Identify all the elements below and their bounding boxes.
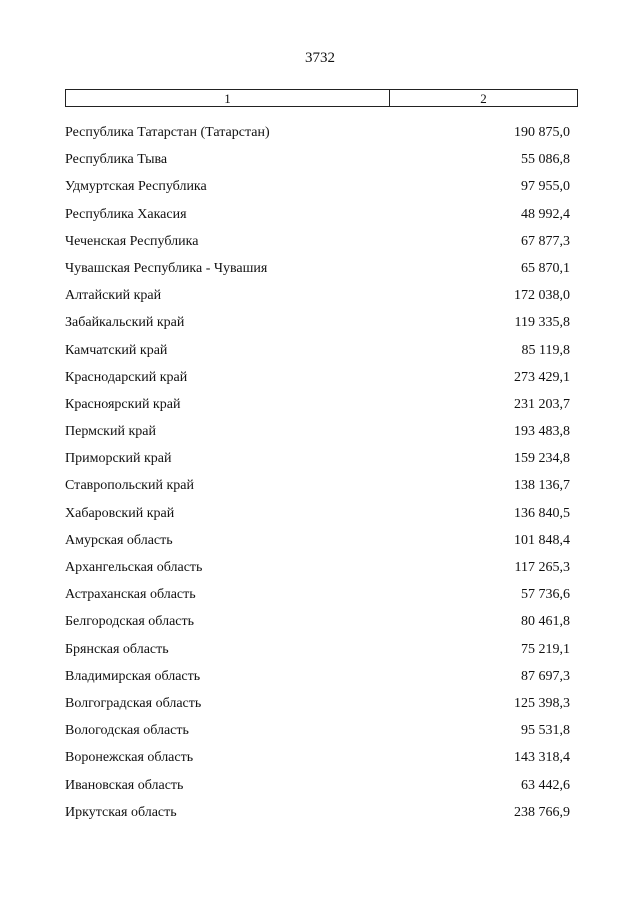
region-value: 273 429,1 (514, 369, 570, 385)
table-row (0, 665, 640, 692)
region-value: 231 203,7 (514, 396, 570, 412)
region-value: 143 318,4 (514, 750, 570, 766)
region-value: 67 877,3 (521, 233, 570, 249)
page-number: 3732 (305, 50, 335, 66)
region-name: Астраханская область (65, 587, 196, 603)
table-row (0, 257, 640, 284)
region-name: Волгоградская область (65, 695, 202, 711)
region-value: 138 136,7 (514, 478, 570, 494)
table-row (0, 774, 640, 801)
table-row (0, 556, 640, 583)
table-row (0, 719, 640, 746)
region-value: 85 119,8 (521, 342, 570, 358)
region-value: 57 736,6 (521, 587, 570, 603)
region-name: Забайкальский край (65, 315, 185, 331)
region-name: Вологодская область (65, 723, 189, 739)
region-value: 87 697,3 (521, 668, 570, 684)
table-row (0, 311, 640, 338)
region-value: 97 955,0 (521, 179, 570, 195)
table-row (0, 583, 640, 610)
table-row (0, 502, 640, 529)
region-value: 48 992,4 (521, 206, 570, 222)
table-row (0, 230, 640, 257)
region-value: 101 848,4 (514, 532, 570, 548)
region-name: Красноярский край (65, 396, 181, 412)
table-body (0, 121, 640, 828)
region-name: Хабаровский край (65, 505, 175, 521)
region-value: 55 086,8 (521, 152, 570, 168)
region-name: Архангельская область (65, 560, 203, 575)
table-row (0, 366, 640, 393)
table-row (0, 148, 640, 175)
region-name: Ставропольский край (65, 478, 194, 494)
region-name: Владимирская область (65, 668, 201, 684)
region-value: 75 219,1 (521, 641, 570, 657)
table-row (0, 610, 640, 637)
table-row (0, 474, 640, 501)
region-name: Чувашская Республика - Чувашия (65, 260, 268, 276)
region-name: Приморский край (65, 451, 172, 467)
region-value: 190 875,0 (514, 125, 570, 140)
table-row (0, 393, 640, 420)
table-row (0, 203, 640, 230)
column-header-1: 1 (66, 90, 390, 106)
table-row (0, 529, 640, 556)
region-name: Чеченская Республика (65, 233, 199, 249)
table-row (0, 801, 640, 828)
region-value: 136 840,5 (514, 505, 570, 521)
region-name: Белгородская область (65, 614, 195, 630)
region-name: Воронежская область (65, 750, 194, 766)
table-row (0, 638, 640, 665)
region-value: 65 870,1 (521, 260, 570, 276)
region-name: Пермский край (65, 424, 156, 440)
table-row (0, 339, 640, 366)
table-row (0, 447, 640, 474)
region-name: Республика Тыва (65, 152, 168, 168)
region-name: Республика Татарстан (Татарстан) (65, 125, 270, 140)
table-row (0, 746, 640, 773)
table-row (0, 175, 640, 202)
region-name: Брянская область (65, 641, 169, 657)
region-name: Камчатский край (65, 342, 168, 358)
table-row (0, 121, 640, 148)
region-name: Ивановская область (65, 777, 184, 793)
region-name: Алтайский край (65, 288, 162, 304)
region-value: 125 398,3 (514, 695, 570, 711)
table-row (0, 692, 640, 719)
region-value: 119 335,8 (514, 315, 570, 331)
region-value: 159 234,8 (514, 451, 570, 467)
region-value: 95 531,8 (521, 723, 570, 739)
column-header-2: 2 (480, 90, 487, 106)
table-row (0, 284, 640, 311)
region-name: Краснодарский край (65, 369, 188, 385)
region-value: 117 265,3 (514, 560, 570, 575)
region-value: 238 766,9 (514, 804, 570, 820)
region-name: Амурская область (65, 532, 173, 548)
region-name: Удмуртская Республика (65, 179, 207, 195)
region-value: 193 483,8 (514, 424, 570, 440)
region-value: 63 442,6 (521, 777, 570, 793)
region-value: 80 461,8 (521, 614, 570, 630)
table-row (0, 420, 640, 447)
region-value: 172 038,0 (514, 288, 570, 304)
table-header (65, 89, 578, 107)
region-name: Иркутская область (65, 804, 177, 820)
region-name: Республика Хакасия (65, 206, 187, 222)
